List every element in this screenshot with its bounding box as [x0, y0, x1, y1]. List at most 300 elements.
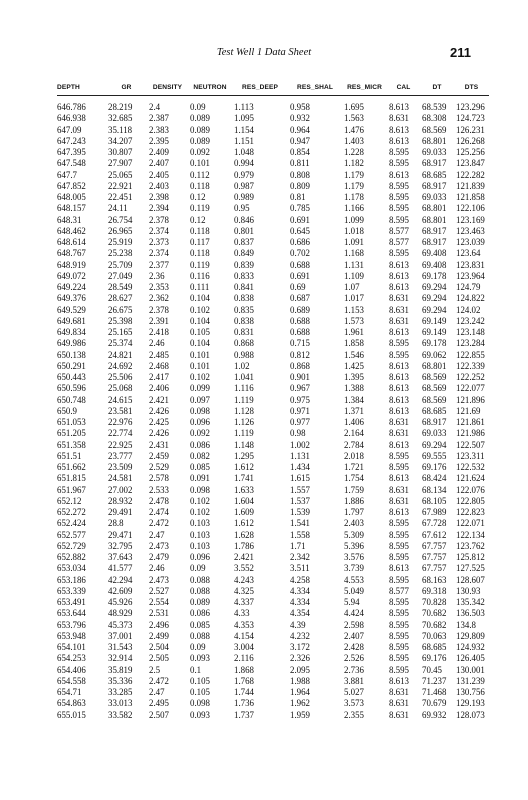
- cell-neutron: 0.1: [190, 664, 202, 675]
- table-row: [57, 338, 489, 349]
- cell-res-micr: 1.07: [344, 282, 360, 292]
- cell-dt: 69.294: [422, 439, 447, 450]
- cell-res-micr: 2.428: [344, 642, 364, 652]
- cell-res-micr: 1.179: [344, 180, 364, 191]
- cell-dts: 134.8: [456, 619, 476, 630]
- cell-res-shal: 1.434: [290, 462, 310, 472]
- cell-dts: 122.282: [456, 169, 485, 180]
- cell-res-shal: 0.975: [290, 394, 310, 405]
- cell-neutron: 0.086: [190, 439, 210, 450]
- column-header-depth: DEPTH: [57, 83, 80, 91]
- cell-res-deep: 1.295: [234, 450, 254, 461]
- cell-neutron: 0.089: [190, 113, 210, 124]
- cell-neutron: 0.089: [190, 124, 210, 135]
- cell-density: 2.529: [149, 462, 169, 472]
- cell-dt: 69.033: [422, 192, 447, 202]
- cell-cal: 8.595: [389, 180, 409, 191]
- cell-res-deep: 0.868: [234, 338, 254, 349]
- cell-dts: 129.193: [456, 698, 485, 709]
- cell-cal: 8.613: [389, 124, 409, 135]
- table-header-row: [57, 79, 489, 96]
- cell-depth: 654.253: [57, 653, 86, 664]
- cell-depth: 652.12: [57, 495, 82, 506]
- cell-res-micr: 1.721: [344, 462, 364, 472]
- cell-gr: 24.11: [108, 203, 128, 214]
- cell-neutron: 0.12: [190, 192, 206, 202]
- cell-res-shal: 0.947: [290, 135, 310, 146]
- cell-density: 2.499: [149, 630, 169, 641]
- cell-dt: 67.757: [422, 540, 447, 551]
- cell-dt: 70.682: [422, 608, 447, 619]
- cell-density: 2.504: [149, 642, 169, 652]
- cell-dt: 69.932: [422, 709, 447, 720]
- cell-dts: 121.624: [456, 473, 485, 484]
- cell-res-micr: 1.168: [344, 248, 364, 259]
- cell-neutron: 0.098: [190, 698, 210, 709]
- cell-gr: 25.068: [108, 383, 133, 394]
- cell-gr: 24.615: [108, 394, 133, 405]
- cell-density: 2.407: [149, 158, 169, 169]
- cell-dt: 69.176: [422, 462, 447, 472]
- table-row: [57, 372, 489, 383]
- cell-neutron: 0.09: [190, 642, 206, 652]
- cell-cal: 8.577: [389, 237, 409, 247]
- cell-res-deep: 1.151: [234, 135, 254, 146]
- cell-gr: 28.219: [108, 102, 133, 112]
- cell-density: 2.409: [149, 147, 169, 157]
- cell-res-shal: 0.688: [290, 315, 310, 326]
- table-row: [57, 271, 489, 282]
- cell-res-micr: 1.563: [344, 113, 364, 124]
- table-row: [57, 665, 489, 676]
- cell-neutron: 0.101: [190, 360, 210, 371]
- cell-cal: 8.631: [389, 417, 409, 427]
- table-row: [57, 181, 489, 192]
- cell-res-deep: 0.95: [234, 203, 250, 214]
- cell-res-micr: 2.784: [344, 439, 364, 450]
- cell-res-micr: 2.526: [344, 653, 364, 664]
- cell-res-deep: 4.33: [234, 608, 250, 619]
- cell-density: 2.395: [149, 135, 169, 146]
- cell-depth: 652.577: [57, 529, 86, 540]
- cell-neutron: 0.098: [190, 484, 210, 495]
- cell-neutron: 0.101: [190, 349, 210, 360]
- cell-res-shal: 0.808: [290, 169, 310, 180]
- cell-gr: 25.374: [108, 338, 133, 349]
- cell-density: 2.4: [149, 102, 161, 112]
- cell-dt: 68.105: [422, 495, 447, 506]
- cell-dts: 122.252: [456, 372, 485, 382]
- cell-cal: 8.613: [389, 383, 409, 394]
- cell-cal: 8.613: [389, 282, 409, 292]
- cell-density: 2.485: [149, 349, 169, 360]
- cell-gr: 26.675: [108, 304, 133, 315]
- table-row: [57, 192, 489, 203]
- cell-res-shal: 4.232: [290, 630, 310, 641]
- table-row: [57, 710, 489, 721]
- cell-cal: 8.595: [389, 462, 409, 472]
- table-row: [57, 125, 489, 136]
- cell-cal: 8.595: [389, 518, 409, 529]
- cell-dts: 130.756: [456, 687, 485, 697]
- cell-res-shal: 0.686: [290, 237, 310, 247]
- cell-dts: 122.532: [456, 462, 485, 472]
- cell-res-shal: 0.932: [290, 113, 310, 124]
- cell-res-shal: 1.539: [290, 507, 310, 517]
- cell-dt: 67.989: [422, 507, 447, 517]
- cell-dts: 122.823: [456, 507, 485, 517]
- cell-res-shal: 0.645: [290, 225, 310, 236]
- cell-res-deep: 4.337: [234, 597, 254, 607]
- cell-res-micr: 1.546: [344, 349, 364, 360]
- cell-dt: 70.679: [422, 698, 447, 709]
- table-row: [57, 237, 489, 248]
- cell-neutron: 0.088: [190, 574, 210, 585]
- cell-density: 2.472: [149, 518, 169, 529]
- cell-depth: 649.224: [57, 282, 86, 292]
- cell-gr: 28.932: [108, 495, 133, 506]
- cell-cal: 8.577: [389, 225, 409, 236]
- cell-res-shal: 0.811: [290, 158, 310, 169]
- cell-res-shal: 1.959: [290, 709, 310, 720]
- table-row: [57, 620, 489, 631]
- cell-gr: 25.919: [108, 237, 133, 247]
- page-header: [0, 47, 528, 61]
- cell-depth: 648.005: [57, 192, 86, 202]
- cell-dts: 126.268: [456, 135, 485, 146]
- cell-gr: 28.8: [108, 518, 124, 529]
- cell-res-deep: 0.988: [234, 349, 254, 360]
- cell-res-shal: 0.854: [290, 147, 310, 157]
- cell-dt: 69.062: [422, 349, 447, 360]
- cell-dts: 122.076: [456, 484, 485, 495]
- cell-density: 2.46: [149, 338, 165, 349]
- cell-depth: 647.243: [57, 135, 86, 146]
- cell-density: 2.431: [149, 439, 169, 450]
- cell-dts: 128.607: [456, 574, 485, 585]
- table-row: [57, 136, 489, 147]
- cell-gr: 34.207: [108, 135, 133, 146]
- cell-res-shal: 4.258: [290, 574, 310, 585]
- cell-depth: 648.919: [57, 259, 86, 270]
- table-row: [57, 147, 489, 158]
- cell-depth: 649.681: [57, 315, 86, 326]
- cell-res-shal: 0.971: [290, 405, 310, 416]
- cell-res-micr: 2.598: [344, 619, 364, 630]
- table-row: [57, 440, 489, 451]
- cell-cal: 8.613: [389, 259, 409, 270]
- cell-gr: 41.577: [108, 563, 133, 574]
- cell-gr: 30.807: [108, 147, 133, 157]
- cell-density: 2.374: [149, 248, 169, 259]
- cell-dts: 123.964: [456, 270, 485, 281]
- cell-depth: 653.186: [57, 574, 86, 585]
- cell-cal: 8.595: [389, 653, 409, 664]
- cell-cal: 8.595: [389, 248, 409, 259]
- table-row: [57, 395, 489, 406]
- cell-depth: 652.882: [57, 552, 86, 562]
- cell-density: 2.362: [149, 293, 169, 304]
- cell-cal: 8.595: [389, 597, 409, 607]
- cell-gr: 33.013: [108, 698, 133, 709]
- cell-gr: 23.777: [108, 450, 133, 461]
- cell-neutron: 0.12: [190, 214, 206, 225]
- cell-neutron: 0.118: [190, 225, 210, 236]
- table-row: [57, 417, 489, 428]
- cell-dts: 126.231: [456, 124, 485, 135]
- cell-res-shal: 0.687: [290, 293, 310, 304]
- table-row: [57, 113, 489, 124]
- table-row: [57, 586, 489, 597]
- cell-neutron: 0.093: [190, 653, 210, 664]
- cell-res-shal: 1.964: [290, 687, 310, 697]
- cell-density: 2.353: [149, 282, 169, 292]
- cell-cal: 8.613: [389, 394, 409, 405]
- cell-density: 2.377: [149, 259, 169, 270]
- cell-dts: 122.077: [456, 383, 485, 394]
- cell-depth: 654.863: [57, 698, 86, 709]
- cell-dts: 121.858: [456, 192, 485, 202]
- cell-neutron: 0.119: [190, 203, 210, 214]
- cell-depth: 648.767: [57, 248, 86, 259]
- cell-dts: 122.855: [456, 349, 485, 360]
- cell-dt: 68.569: [422, 394, 447, 405]
- cell-depth: 651.205: [57, 428, 86, 439]
- cell-res-shal: 0.98: [290, 428, 306, 439]
- cell-gr: 23.509: [108, 462, 133, 472]
- cell-res-shal: 0.691: [290, 270, 310, 281]
- cell-gr: 45.373: [108, 619, 133, 630]
- cell-dts: 136.503: [456, 608, 485, 619]
- table-row: [57, 293, 489, 304]
- cell-density: 2.398: [149, 192, 169, 202]
- cell-density: 2.533: [149, 484, 169, 495]
- cell-depth: 653.339: [57, 585, 86, 596]
- cell-res-micr: 1.228: [344, 147, 364, 157]
- cell-dts: 123.039: [456, 237, 485, 247]
- cell-depth: 648.31: [57, 214, 82, 225]
- cell-res-micr: 1.109: [344, 270, 364, 281]
- cell-res-shal: 1.988: [290, 675, 310, 686]
- cell-dts: 122.134: [456, 529, 485, 540]
- table-row: [57, 428, 489, 439]
- column-header-density: DENSITY: [152, 83, 183, 91]
- cell-dt: 67.757: [422, 552, 447, 562]
- cell-dt: 68.539: [422, 102, 447, 112]
- cell-res-deep: 1.154: [234, 124, 254, 135]
- column-header-res-micr: RES_MICR: [347, 83, 382, 91]
- cell-res-micr: 1.371: [344, 405, 364, 416]
- cell-res-micr: 5.049: [344, 585, 364, 596]
- cell-res-deep: 1.604: [234, 495, 254, 506]
- cell-dt: 68.917: [422, 237, 447, 247]
- cell-depth: 651.51: [57, 450, 82, 461]
- cell-res-deep: 1.612: [234, 462, 254, 472]
- cell-cal: 8.595: [389, 349, 409, 360]
- cell-depth: 650.291: [57, 360, 86, 371]
- cell-depth: 655.015: [57, 709, 86, 720]
- cell-gr: 32.685: [108, 113, 133, 124]
- cell-res-micr: 1.099: [344, 214, 364, 225]
- cell-density: 2.373: [149, 237, 169, 247]
- cell-density: 2.468: [149, 360, 169, 371]
- cell-cal: 8.613: [389, 507, 409, 517]
- cell-res-micr: 1.961: [344, 327, 364, 337]
- cell-gr: 22.451: [108, 192, 133, 202]
- cell-neutron: 0.104: [190, 315, 210, 326]
- cell-dts: 123.284: [456, 338, 485, 349]
- cell-depth: 650.596: [57, 383, 86, 394]
- cell-res-deep: 4.325: [234, 585, 254, 596]
- table-row: [57, 215, 489, 226]
- cell-gr: 42.294: [108, 574, 133, 585]
- cell-cal: 8.631: [389, 304, 409, 315]
- cell-dts: 126.405: [456, 653, 485, 664]
- cell-res-micr: 1.573: [344, 315, 364, 326]
- cell-res-micr: 1.858: [344, 338, 364, 349]
- cell-depth: 653.796: [57, 619, 86, 630]
- cell-res-shal: 1.541: [290, 518, 310, 529]
- table-row: [57, 327, 489, 338]
- cell-dt: 69.294: [422, 282, 447, 292]
- data-table-container: [57, 79, 489, 721]
- cell-density: 2.383: [149, 124, 169, 135]
- cell-res-deep: 1.126: [234, 417, 254, 427]
- cell-depth: 647.09: [57, 124, 82, 135]
- cell-density: 2.472: [149, 675, 169, 686]
- cell-dt: 71.237: [422, 675, 447, 686]
- cell-neutron: 0.09: [190, 563, 206, 574]
- cell-res-shal: 0.967: [290, 383, 310, 394]
- cell-dts: 135.342: [456, 597, 485, 607]
- cell-cal: 8.613: [389, 169, 409, 180]
- cell-dt: 68.685: [422, 169, 447, 180]
- cell-dt: 69.149: [422, 315, 447, 326]
- cell-res-micr: 1.388: [344, 383, 364, 394]
- cell-dts: 121.861: [456, 417, 485, 427]
- cell-res-shal: 0.715: [290, 338, 310, 349]
- cell-depth: 646.786: [57, 102, 86, 112]
- cell-dts: 121.69: [456, 405, 481, 416]
- cell-res-deep: 1.612: [234, 518, 254, 529]
- cell-neutron: 0.104: [190, 293, 210, 304]
- cell-res-shal: 3.172: [290, 642, 310, 652]
- cell-neutron: 0.098: [190, 405, 210, 416]
- cell-neutron: 0.117: [190, 237, 210, 247]
- cell-cal: 8.595: [389, 540, 409, 551]
- cell-dts: 125.812: [456, 552, 485, 562]
- cell-density: 2.36: [149, 270, 165, 281]
- cell-gr: 33.582: [108, 709, 133, 720]
- cell-dts: 123.64: [456, 248, 481, 259]
- cell-cal: 8.595: [389, 338, 409, 349]
- column-header-res-shal: RES_SHAL: [297, 83, 333, 91]
- cell-cal: 8.613: [389, 135, 409, 146]
- table-row: [57, 96, 489, 114]
- cell-neutron: 0.09: [190, 102, 206, 112]
- cell-dts: 124.723: [456, 113, 485, 124]
- table-body: [57, 96, 489, 721]
- cell-depth: 649.834: [57, 327, 86, 337]
- cell-res-micr: 2.407: [344, 630, 364, 641]
- table-row: [57, 158, 489, 169]
- cell-neutron: 0.105: [190, 327, 210, 337]
- cell-depth: 649.986: [57, 338, 86, 349]
- cell-dt: 68.569: [422, 124, 447, 135]
- cell-res-micr: 1.406: [344, 417, 364, 427]
- cell-dts: 129.809: [456, 630, 485, 641]
- cell-res-shal: 1.558: [290, 529, 310, 540]
- cell-gr: 22.925: [108, 439, 133, 450]
- column-header-res-deep: RES_DEEP: [242, 83, 278, 91]
- cell-depth: 652.272: [57, 507, 86, 517]
- cell-gr: 25.506: [108, 372, 133, 382]
- cell-res-micr: 1.754: [344, 473, 364, 484]
- table-row: [57, 350, 489, 361]
- cell-depth: 650.9: [57, 405, 77, 416]
- cell-dt: 69.408: [422, 259, 447, 270]
- cell-res-deep: 1.128: [234, 405, 254, 416]
- cell-depth: 654.101: [57, 642, 86, 652]
- cell-res-shal: 1.557: [290, 484, 310, 495]
- cell-neutron: 0.096: [190, 552, 210, 562]
- cell-neutron: 0.105: [190, 675, 210, 686]
- table-row: [57, 687, 489, 698]
- cell-depth: 649.072: [57, 270, 86, 281]
- cell-gr: 24.581: [108, 473, 133, 484]
- cell-gr: 35.118: [108, 124, 133, 135]
- cell-gr: 25.709: [108, 259, 133, 270]
- cell-gr: 42.609: [108, 585, 133, 596]
- cell-neutron: 0.085: [190, 619, 210, 630]
- cell-res-deep: 4.243: [234, 574, 254, 585]
- cell-cal: 8.613: [389, 563, 409, 574]
- cell-depth: 651.815: [57, 473, 86, 484]
- cell-gr: 25.165: [108, 327, 133, 337]
- table-row: [57, 563, 489, 574]
- cell-depth: 649.376: [57, 293, 86, 304]
- cell-res-shal: 2.095: [290, 664, 310, 675]
- cell-cal: 8.595: [389, 450, 409, 461]
- cell-res-deep: 1.741: [234, 473, 254, 484]
- cell-depth: 651.053: [57, 417, 86, 427]
- cell-res-deep: 1.095: [234, 113, 254, 124]
- cell-res-micr: 1.153: [344, 304, 364, 315]
- cell-density: 2.378: [149, 304, 169, 315]
- cell-res-micr: 2.403: [344, 518, 364, 529]
- cell-dts: 123.762: [456, 540, 485, 551]
- cell-depth: 651.967: [57, 484, 86, 495]
- cell-res-deep: 0.989: [234, 192, 254, 202]
- table-row: [57, 496, 489, 507]
- cell-density: 2.426: [149, 428, 169, 439]
- cell-neutron: 0.089: [190, 597, 210, 607]
- cell-res-micr: 1.018: [344, 225, 364, 236]
- cell-res-shal: 0.868: [290, 360, 310, 371]
- cell-neutron: 0.097: [190, 394, 210, 405]
- table-row: [57, 282, 489, 293]
- cell-cal: 8.595: [389, 664, 409, 675]
- cell-res-micr: 1.395: [344, 372, 364, 382]
- cell-res-micr: 1.425: [344, 360, 364, 371]
- cell-neutron: 0.093: [190, 709, 210, 720]
- cell-cal: 8.631: [389, 698, 409, 709]
- cell-dt: 69.294: [422, 304, 447, 315]
- cell-dts: 130.001: [456, 664, 485, 675]
- cell-res-deep: 1.868: [234, 664, 254, 675]
- cell-res-shal: 0.702: [290, 248, 310, 259]
- cell-density: 2.418: [149, 327, 169, 337]
